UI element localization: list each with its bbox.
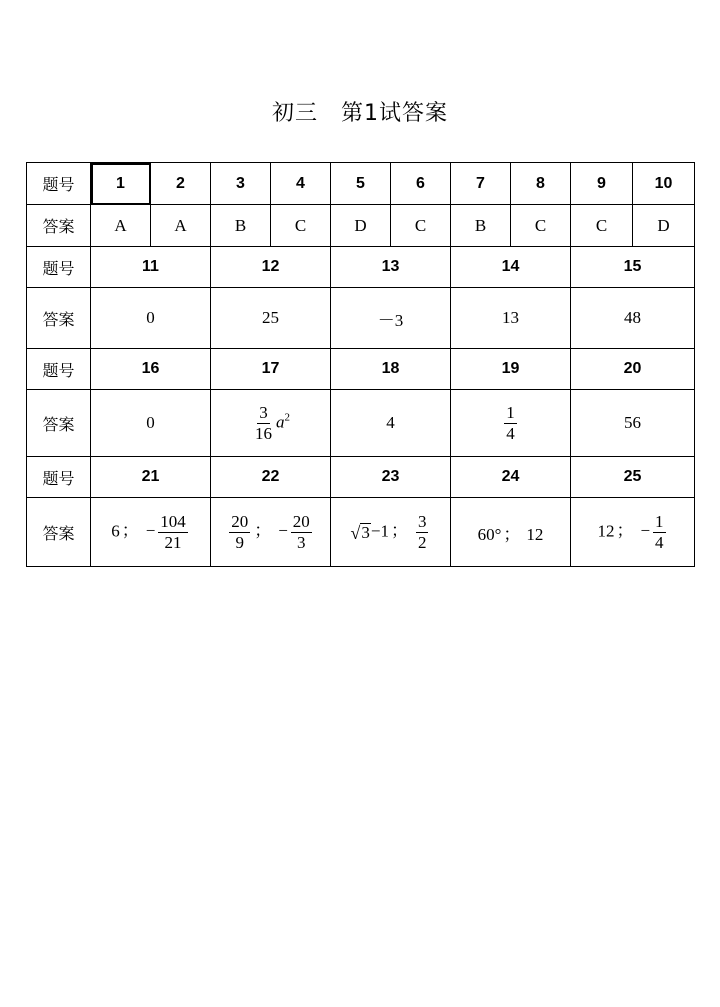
answer-15: 48	[571, 288, 695, 349]
question-number-1: 1	[91, 163, 151, 205]
question-number-11: 11	[91, 247, 211, 288]
separator: ；	[390, 520, 408, 540]
question-number-7: 7	[451, 163, 511, 205]
answer-24	[451, 498, 571, 567]
square-root	[351, 523, 371, 542]
denominator: 4	[655, 532, 664, 552]
table-row-question-numbers-2	[27, 247, 695, 288]
question-number-3: 3	[211, 163, 271, 205]
question-number-14: 14	[451, 247, 571, 288]
answer-part: 12	[526, 524, 544, 544]
minus-sign: −	[278, 520, 288, 540]
numerator: 3	[417, 511, 427, 531]
denominator: 9	[235, 532, 244, 552]
answer-table	[26, 162, 695, 567]
fraction	[504, 403, 517, 444]
answer-21	[91, 498, 211, 567]
page-title: 初三 第1试答案	[272, 101, 448, 126]
table-row-question-numbers-1	[27, 163, 695, 205]
fraction	[291, 512, 312, 553]
minus-sign: −	[640, 520, 651, 540]
numerator: 20	[231, 511, 249, 531]
answer-part: 60°	[477, 524, 502, 544]
row-label-answer: 答案	[27, 288, 91, 349]
table-row-question-numbers-4	[27, 457, 695, 498]
fraction	[416, 512, 429, 553]
fraction	[253, 403, 274, 444]
numerator: 3	[259, 402, 268, 422]
answer-part: −1	[370, 520, 389, 540]
question-number-17: 17	[211, 349, 331, 390]
denominator: 3	[297, 532, 306, 552]
answer-10: D	[633, 205, 695, 247]
numerator: 1	[506, 402, 515, 422]
table-row-answers-1	[27, 205, 695, 247]
answer-3: B	[211, 205, 271, 247]
row-label-question: 题号	[27, 247, 91, 288]
question-number-18: 18	[331, 349, 451, 390]
question-number-16: 16	[91, 349, 211, 390]
row-label-question: 题号	[27, 163, 91, 205]
radicand: 3	[361, 522, 370, 542]
answer-1: A	[91, 205, 151, 247]
answer-16: 0	[91, 390, 211, 457]
answer-25	[571, 498, 695, 567]
answer-20: 56	[571, 390, 695, 457]
radical-sign-icon: √	[350, 522, 361, 543]
separator: ；	[616, 520, 634, 540]
row-label-answer: 答案	[27, 205, 91, 247]
denominator: 16	[255, 423, 272, 443]
answer-18: 4	[331, 390, 451, 457]
table-row-answers-2	[27, 288, 695, 349]
question-number-6: 6	[391, 163, 451, 205]
answer-14: 13	[451, 288, 571, 349]
question-number-8: 8	[511, 163, 571, 205]
answer-17	[211, 390, 331, 457]
answer-part: 6	[111, 520, 120, 540]
answer-23	[331, 498, 451, 567]
denominator: 2	[417, 532, 427, 552]
row-label-answer: 答案	[27, 498, 91, 567]
question-number-4: 4	[271, 163, 331, 205]
question-number-23: 23	[331, 457, 451, 498]
answer-2: A	[151, 205, 211, 247]
answer-22	[211, 498, 331, 567]
minus-sign: −	[145, 520, 156, 540]
answer-13: －3	[331, 288, 451, 349]
row-label-question: 题号	[27, 349, 91, 390]
answer-19	[451, 390, 571, 457]
fraction	[229, 512, 250, 553]
denominator: 21	[164, 532, 182, 552]
answer-12: 25	[211, 288, 331, 349]
question-number-21: 21	[91, 457, 211, 498]
table-row-answers-4	[27, 498, 695, 567]
separator: ；	[503, 524, 521, 544]
numerator: 20	[292, 511, 310, 531]
table-row-answers-3	[27, 390, 695, 457]
denominator: 4	[506, 423, 515, 443]
answer-7: B	[451, 205, 511, 247]
question-number-10: 10	[633, 163, 695, 205]
answer-11: 0	[91, 288, 211, 349]
answer-4: C	[271, 205, 331, 247]
question-number-9: 9	[571, 163, 633, 205]
numerator: 104	[160, 511, 186, 531]
question-number-19: 19	[451, 349, 571, 390]
question-number-2: 2	[151, 163, 211, 205]
question-number-15: 15	[571, 247, 695, 288]
question-number-5: 5	[331, 163, 391, 205]
row-label-answer: 答案	[27, 390, 91, 457]
question-number-12: 12	[211, 247, 331, 288]
row-label-question: 题号	[27, 457, 91, 498]
answer-5: D	[331, 205, 391, 247]
question-number-22: 22	[211, 457, 331, 498]
exponent: 2	[284, 410, 290, 423]
question-number-13: 13	[331, 247, 451, 288]
question-number-25: 25	[571, 457, 695, 498]
variable: a	[276, 411, 285, 431]
answer-6: C	[391, 205, 451, 247]
separator: ；	[121, 520, 139, 540]
fraction	[653, 512, 666, 553]
answer-8: C	[511, 205, 571, 247]
table-row-question-numbers-3	[27, 349, 695, 390]
question-number-24: 24	[451, 457, 571, 498]
separator: ；	[254, 520, 272, 540]
numerator: 1	[655, 511, 664, 531]
answer-9: C	[571, 205, 633, 247]
answer-part: 12	[597, 520, 615, 540]
fraction	[158, 512, 188, 553]
question-number-20: 20	[571, 349, 695, 390]
